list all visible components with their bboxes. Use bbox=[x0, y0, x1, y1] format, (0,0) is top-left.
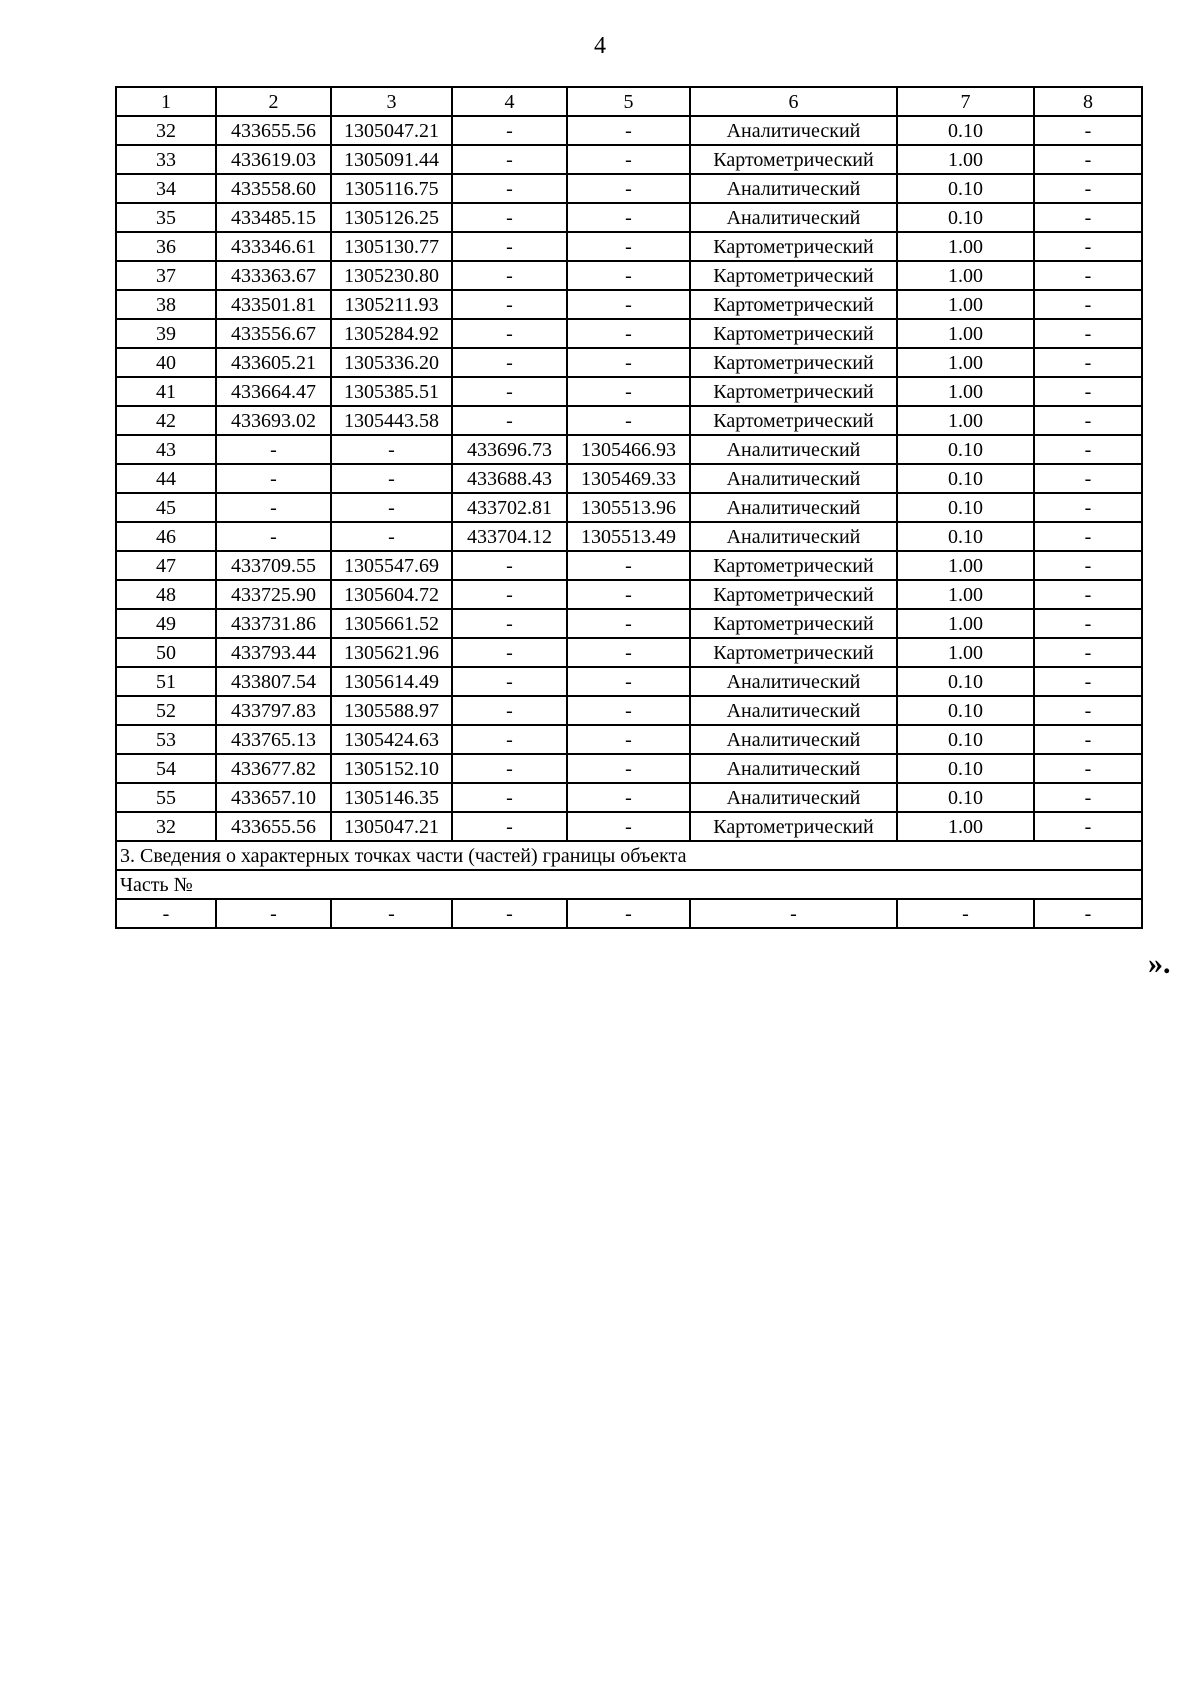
table-cell: 45 bbox=[116, 493, 216, 522]
table-cell: 1.00 bbox=[897, 580, 1034, 609]
table-cell: Картометрический bbox=[690, 290, 897, 319]
table-cell: - bbox=[331, 435, 452, 464]
coordinates-table bbox=[115, 86, 1143, 929]
table-cell: 41 bbox=[116, 377, 216, 406]
table-cell: - bbox=[1034, 754, 1142, 783]
table-cell: 1305336.20 bbox=[331, 348, 452, 377]
table-cell: 1305424.63 bbox=[331, 725, 452, 754]
table-cell: - bbox=[1034, 319, 1142, 348]
table-cell: 1305152.10 bbox=[331, 754, 452, 783]
table-cell: - bbox=[1034, 464, 1142, 493]
table-cell: 1305130.77 bbox=[331, 232, 452, 261]
table-cell: Аналитический bbox=[690, 203, 897, 232]
table-cell: 1.00 bbox=[897, 319, 1034, 348]
table-cell: 1305513.49 bbox=[567, 522, 690, 551]
table-cell: 50 bbox=[116, 638, 216, 667]
table-cell: 433657.10 bbox=[216, 783, 331, 812]
part-label-row bbox=[116, 870, 1142, 899]
table-cell: - bbox=[1034, 435, 1142, 464]
table-cell: Картометрический bbox=[690, 580, 897, 609]
table-cell: - bbox=[567, 348, 690, 377]
table-cell: - bbox=[452, 609, 567, 638]
table-cell: - bbox=[452, 203, 567, 232]
table-cell: - bbox=[567, 551, 690, 580]
table-row bbox=[116, 435, 1142, 464]
table-cell: - bbox=[1034, 783, 1142, 812]
table-cell: 1305443.58 bbox=[331, 406, 452, 435]
table-cell: - bbox=[567, 667, 690, 696]
table-row bbox=[116, 667, 1142, 696]
table-cell: - bbox=[1034, 667, 1142, 696]
table-cell: 433709.55 bbox=[216, 551, 331, 580]
table-cell: 433765.13 bbox=[216, 725, 331, 754]
table-cell: - bbox=[452, 348, 567, 377]
table-cell: 433704.12 bbox=[452, 522, 567, 551]
table-cell: - bbox=[1034, 377, 1142, 406]
table-cell: 46 bbox=[116, 522, 216, 551]
table-row bbox=[116, 319, 1142, 348]
table-cell: 47 bbox=[116, 551, 216, 580]
table-cell: - bbox=[452, 899, 567, 928]
table-cell: - bbox=[1034, 812, 1142, 841]
table-cell: 43 bbox=[116, 435, 216, 464]
table-cell: Картометрический bbox=[690, 348, 897, 377]
table-cell: 1305466.93 bbox=[567, 435, 690, 464]
table-cell: - bbox=[331, 464, 452, 493]
table-row bbox=[116, 203, 1142, 232]
table-cell: - bbox=[1034, 290, 1142, 319]
table-cell: - bbox=[452, 667, 567, 696]
table-cell: Аналитический bbox=[690, 174, 897, 203]
table-cell: - bbox=[897, 899, 1034, 928]
table-cell: 0.10 bbox=[897, 783, 1034, 812]
table-cell: - bbox=[567, 406, 690, 435]
table-cell: 55 bbox=[116, 783, 216, 812]
table-cell: 1.00 bbox=[897, 812, 1034, 841]
table-cell: Картометрический bbox=[690, 377, 897, 406]
table-cell: - bbox=[216, 522, 331, 551]
table-cell: Картометрический bbox=[690, 261, 897, 290]
table-cell: 433619.03 bbox=[216, 145, 331, 174]
table-cell: - bbox=[1034, 899, 1142, 928]
table-cell: 1.00 bbox=[897, 290, 1034, 319]
table-cell: 0.10 bbox=[897, 174, 1034, 203]
table-cell: - bbox=[567, 754, 690, 783]
table-cell: - bbox=[216, 435, 331, 464]
table-cell: 433731.86 bbox=[216, 609, 331, 638]
table-cell: 0.10 bbox=[897, 522, 1034, 551]
table-row bbox=[116, 522, 1142, 551]
table-row bbox=[116, 725, 1142, 754]
table-cell: - bbox=[567, 899, 690, 928]
table-cell: 0.10 bbox=[897, 435, 1034, 464]
table-body bbox=[116, 87, 1142, 928]
table-container bbox=[115, 86, 1143, 929]
table-cell: - bbox=[452, 754, 567, 783]
table-cell: - bbox=[1034, 145, 1142, 174]
table-cell: Аналитический bbox=[690, 493, 897, 522]
table-cell: 52 bbox=[116, 696, 216, 725]
table-cell: - bbox=[567, 580, 690, 609]
table-cell: 0.10 bbox=[897, 725, 1034, 754]
column-number: 6 bbox=[690, 87, 897, 116]
table-cell: 433688.43 bbox=[452, 464, 567, 493]
table-cell: - bbox=[567, 696, 690, 725]
table-cell: 1305547.69 bbox=[331, 551, 452, 580]
table-cell: - bbox=[1034, 580, 1142, 609]
table-cell: - bbox=[331, 899, 452, 928]
page-number: 4 bbox=[594, 33, 606, 59]
table-cell: Аналитический bbox=[690, 754, 897, 783]
part-label: Часть № bbox=[116, 870, 1142, 899]
table-cell: 433558.60 bbox=[216, 174, 331, 203]
table-cell: - bbox=[331, 493, 452, 522]
table-cell: - bbox=[452, 725, 567, 754]
table-cell: - bbox=[452, 783, 567, 812]
table-cell: 1305116.75 bbox=[331, 174, 452, 203]
table-cell: 433605.21 bbox=[216, 348, 331, 377]
column-number: 2 bbox=[216, 87, 331, 116]
table-cell: 433501.81 bbox=[216, 290, 331, 319]
column-number: 7 bbox=[897, 87, 1034, 116]
table-cell: - bbox=[452, 261, 567, 290]
table-cell: - bbox=[567, 377, 690, 406]
table-cell: 433677.82 bbox=[216, 754, 331, 783]
table-cell: - bbox=[452, 116, 567, 145]
table-cell: - bbox=[1034, 203, 1142, 232]
column-number: 8 bbox=[1034, 87, 1142, 116]
table-cell: - bbox=[452, 551, 567, 580]
table-cell: 1305230.80 bbox=[331, 261, 452, 290]
table-cell: - bbox=[567, 609, 690, 638]
table-row bbox=[116, 493, 1142, 522]
table-cell: 1305385.51 bbox=[331, 377, 452, 406]
table-cell: 1.00 bbox=[897, 638, 1034, 667]
table-cell: 1305284.92 bbox=[331, 319, 452, 348]
table-row bbox=[116, 638, 1142, 667]
table-cell: - bbox=[1034, 493, 1142, 522]
table-cell: Картометрический bbox=[690, 145, 897, 174]
table-cell: - bbox=[452, 377, 567, 406]
table-row bbox=[116, 696, 1142, 725]
table-row bbox=[116, 116, 1142, 145]
table-row bbox=[116, 377, 1142, 406]
table-cell: 433485.15 bbox=[216, 203, 331, 232]
table-cell: 37 bbox=[116, 261, 216, 290]
table-cell: 433725.90 bbox=[216, 580, 331, 609]
table-cell: 36 bbox=[116, 232, 216, 261]
table-cell: 48 bbox=[116, 580, 216, 609]
table-cell: Картометрический bbox=[690, 319, 897, 348]
table-cell: 1305661.52 bbox=[331, 609, 452, 638]
table-cell: 34 bbox=[116, 174, 216, 203]
table-cell: - bbox=[452, 638, 567, 667]
table-cell: 1.00 bbox=[897, 145, 1034, 174]
table-cell: 0.10 bbox=[897, 493, 1034, 522]
table-cell: Аналитический bbox=[690, 725, 897, 754]
table-cell: Аналитический bbox=[690, 464, 897, 493]
table-cell: - bbox=[1034, 638, 1142, 667]
header-row bbox=[116, 87, 1142, 116]
table-cell: - bbox=[1034, 696, 1142, 725]
table-row bbox=[116, 580, 1142, 609]
table-cell: - bbox=[567, 232, 690, 261]
table-cell: - bbox=[1034, 174, 1142, 203]
table-cell: - bbox=[1034, 261, 1142, 290]
table-cell: - bbox=[452, 406, 567, 435]
table-row bbox=[116, 174, 1142, 203]
empty-row bbox=[116, 899, 1142, 928]
table-cell: - bbox=[1034, 522, 1142, 551]
table-cell: 1.00 bbox=[897, 232, 1034, 261]
table-cell: 433363.67 bbox=[216, 261, 331, 290]
table-cell: - bbox=[452, 812, 567, 841]
table-cell: - bbox=[567, 261, 690, 290]
table-cell: Картометрический bbox=[690, 638, 897, 667]
table-cell: 1305047.21 bbox=[331, 812, 452, 841]
table-cell: - bbox=[1034, 551, 1142, 580]
table-cell: - bbox=[690, 899, 897, 928]
table-cell: - bbox=[452, 580, 567, 609]
table-row bbox=[116, 406, 1142, 435]
table-row bbox=[116, 754, 1142, 783]
table-row bbox=[116, 145, 1142, 174]
column-number: 1 bbox=[116, 87, 216, 116]
table-cell: - bbox=[452, 232, 567, 261]
table-cell: - bbox=[567, 116, 690, 145]
table-cell: 1305513.96 bbox=[567, 493, 690, 522]
table-cell: Картометрический bbox=[690, 812, 897, 841]
column-number: 5 bbox=[567, 87, 690, 116]
table-cell: Картометрический bbox=[690, 406, 897, 435]
table-row bbox=[116, 232, 1142, 261]
table-cell: - bbox=[1034, 116, 1142, 145]
table-cell: 1305146.35 bbox=[331, 783, 452, 812]
table-cell: 433655.56 bbox=[216, 812, 331, 841]
column-number: 3 bbox=[331, 87, 452, 116]
table-cell: Аналитический bbox=[690, 116, 897, 145]
table-row bbox=[116, 812, 1142, 841]
table-cell: 433693.02 bbox=[216, 406, 331, 435]
table-row bbox=[116, 464, 1142, 493]
table-cell: - bbox=[567, 203, 690, 232]
table-cell: 54 bbox=[116, 754, 216, 783]
table-cell: 1305211.93 bbox=[331, 290, 452, 319]
table-cell: 42 bbox=[116, 406, 216, 435]
table-cell: 51 bbox=[116, 667, 216, 696]
table-cell: - bbox=[216, 464, 331, 493]
table-cell: - bbox=[1034, 348, 1142, 377]
table-cell: 433664.47 bbox=[216, 377, 331, 406]
table-cell: 1305047.21 bbox=[331, 116, 452, 145]
table-cell: 0.10 bbox=[897, 754, 1034, 783]
table-cell: Аналитический bbox=[690, 522, 897, 551]
table-cell: - bbox=[1034, 609, 1142, 638]
table-cell: 32 bbox=[116, 116, 216, 145]
table-cell: - bbox=[1034, 725, 1142, 754]
table-cell: 433797.83 bbox=[216, 696, 331, 725]
table-cell: Аналитический bbox=[690, 435, 897, 464]
table-cell: 1.00 bbox=[897, 609, 1034, 638]
table-cell: - bbox=[452, 290, 567, 319]
table-cell: Картометрический bbox=[690, 232, 897, 261]
table-cell: - bbox=[567, 290, 690, 319]
table-cell: - bbox=[452, 174, 567, 203]
table-cell: 44 bbox=[116, 464, 216, 493]
table-row bbox=[116, 783, 1142, 812]
table-row bbox=[116, 348, 1142, 377]
table-cell: 433696.73 bbox=[452, 435, 567, 464]
table-cell: - bbox=[452, 319, 567, 348]
table-cell: - bbox=[1034, 232, 1142, 261]
table-cell: 1.00 bbox=[897, 377, 1034, 406]
table-cell: Аналитический bbox=[690, 696, 897, 725]
section-title: 3. Сведения о характерных точках части (частей) границы объекта bbox=[116, 841, 1142, 870]
table-cell: 1.00 bbox=[897, 551, 1034, 580]
table-cell: 1.00 bbox=[897, 348, 1034, 377]
table-cell: - bbox=[452, 145, 567, 174]
table-cell: 0.10 bbox=[897, 667, 1034, 696]
table-cell: - bbox=[567, 174, 690, 203]
table-cell: 40 bbox=[116, 348, 216, 377]
table-cell: 53 bbox=[116, 725, 216, 754]
table-cell: 33 bbox=[116, 145, 216, 174]
table-cell: 433346.61 bbox=[216, 232, 331, 261]
table-cell: - bbox=[567, 638, 690, 667]
table-cell: 0.10 bbox=[897, 116, 1034, 145]
table-cell: - bbox=[1034, 406, 1142, 435]
table-cell: - bbox=[567, 145, 690, 174]
table-cell: - bbox=[216, 899, 331, 928]
table-cell: 433807.54 bbox=[216, 667, 331, 696]
table-cell: 49 bbox=[116, 609, 216, 638]
table-cell: 1.00 bbox=[897, 261, 1034, 290]
table-row bbox=[116, 261, 1142, 290]
table-cell: - bbox=[452, 696, 567, 725]
table-cell: - bbox=[567, 812, 690, 841]
table-cell: 35 bbox=[116, 203, 216, 232]
table-cell: 0.10 bbox=[897, 696, 1034, 725]
table-cell: - bbox=[567, 319, 690, 348]
table-cell: 1305604.72 bbox=[331, 580, 452, 609]
table-cell: - bbox=[567, 783, 690, 812]
table-cell: Аналитический bbox=[690, 667, 897, 696]
table-cell: 39 bbox=[116, 319, 216, 348]
table-cell: 0.10 bbox=[897, 203, 1034, 232]
table-cell: - bbox=[331, 522, 452, 551]
table-cell: - bbox=[116, 899, 216, 928]
table-cell: - bbox=[567, 725, 690, 754]
table-cell: 1305126.25 bbox=[331, 203, 452, 232]
table-cell: 0.10 bbox=[897, 464, 1034, 493]
table-cell: 1305621.96 bbox=[331, 638, 452, 667]
column-number: 4 bbox=[452, 87, 567, 116]
table-cell: Картометрический bbox=[690, 609, 897, 638]
table-cell: Аналитический bbox=[690, 783, 897, 812]
table-cell: 1305091.44 bbox=[331, 145, 452, 174]
table-cell: 1.00 bbox=[897, 406, 1034, 435]
table-cell: 433702.81 bbox=[452, 493, 567, 522]
table-cell: 1305469.33 bbox=[567, 464, 690, 493]
table-cell: - bbox=[216, 493, 331, 522]
closing-quote-mark: ». bbox=[1148, 947, 1171, 980]
table-cell: Картометрический bbox=[690, 551, 897, 580]
table-row bbox=[116, 551, 1142, 580]
table-row bbox=[116, 609, 1142, 638]
table-cell: 38 bbox=[116, 290, 216, 319]
table-cell: 32 bbox=[116, 812, 216, 841]
table-cell: 1305588.97 bbox=[331, 696, 452, 725]
table-cell: 433793.44 bbox=[216, 638, 331, 667]
section-title-row bbox=[116, 841, 1142, 870]
table-row bbox=[116, 290, 1142, 319]
table-cell: 433655.56 bbox=[216, 116, 331, 145]
table-cell: 433556.67 bbox=[216, 319, 331, 348]
table-cell: 1305614.49 bbox=[331, 667, 452, 696]
